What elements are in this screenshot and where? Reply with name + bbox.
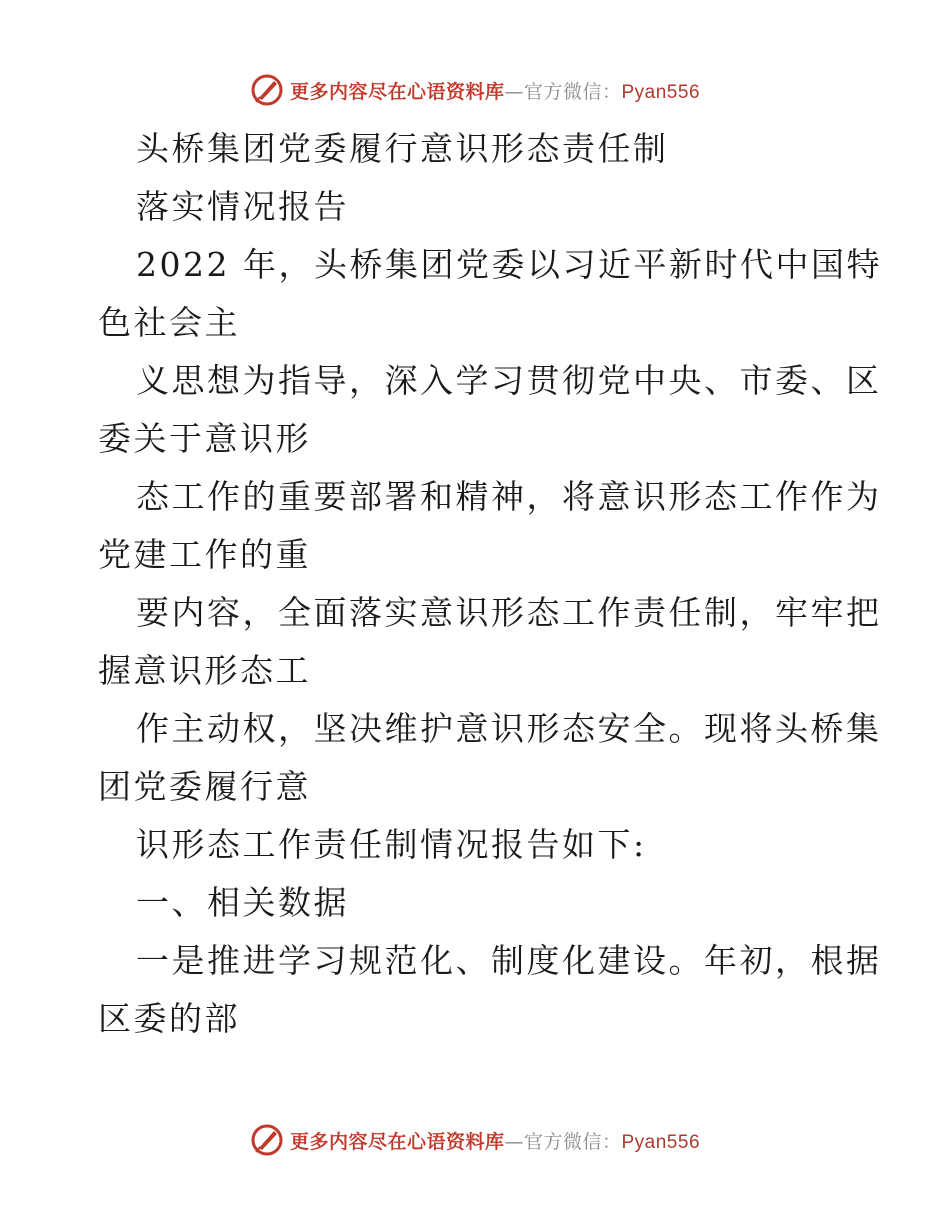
document-line: 2022 年，头桥集团党委以习近平新时代中国特: [136, 245, 882, 284]
document-line: 落实情况报告: [136, 187, 349, 226]
watermark-brand: 更多内容尽在心语资料库: [289, 1130, 505, 1153]
watermark-dash: —: [504, 1130, 524, 1153]
watermark-wechat-id: Pyan556: [621, 81, 701, 103]
document-line: 一是推进学习规范化、制度化建设。年初，根据: [136, 941, 882, 980]
footer-watermark: [0, 1120, 950, 1160]
document-line: 区委的部: [98, 999, 240, 1038]
document-line: 态工作的重要部署和精神，将意识形态工作作为: [136, 477, 882, 516]
quill-logo-icon: [250, 1123, 284, 1157]
watermark-dash: —: [504, 80, 524, 103]
quill-logo-icon: [250, 73, 284, 107]
document-line: 色社会主: [98, 303, 240, 342]
watermark-wechat-id: Pyan556: [621, 1131, 701, 1153]
document-line: 义思想为指导，深入学习贯彻党中央、市委、区: [136, 361, 882, 400]
document-line: 头桥集团党委履行意识形态责任制: [136, 129, 669, 168]
document-line: 识形态工作责任制情况报告如下:: [136, 825, 647, 864]
watermark-wechat-label: 官方微信：: [523, 1130, 622, 1153]
document-body: [98, 120, 882, 1048]
document-line: 党建工作的重: [98, 535, 311, 574]
document-line: 一、相关数据: [136, 883, 349, 922]
document-line: 作主动权，坚决维护意识形态安全。现将头桥集: [136, 709, 882, 748]
watermark-wechat-label: 官方微信：: [523, 80, 622, 103]
document-line: 握意识形态工: [98, 651, 311, 690]
document-line: 委关于意识形: [98, 419, 311, 458]
watermark-brand: 更多内容尽在心语资料库: [289, 80, 505, 103]
header-watermark: [0, 70, 950, 110]
document-line: 要内容，全面落实意识形态工作责任制，牢牢把: [136, 593, 882, 632]
document-line: 团党委履行意: [98, 767, 311, 806]
